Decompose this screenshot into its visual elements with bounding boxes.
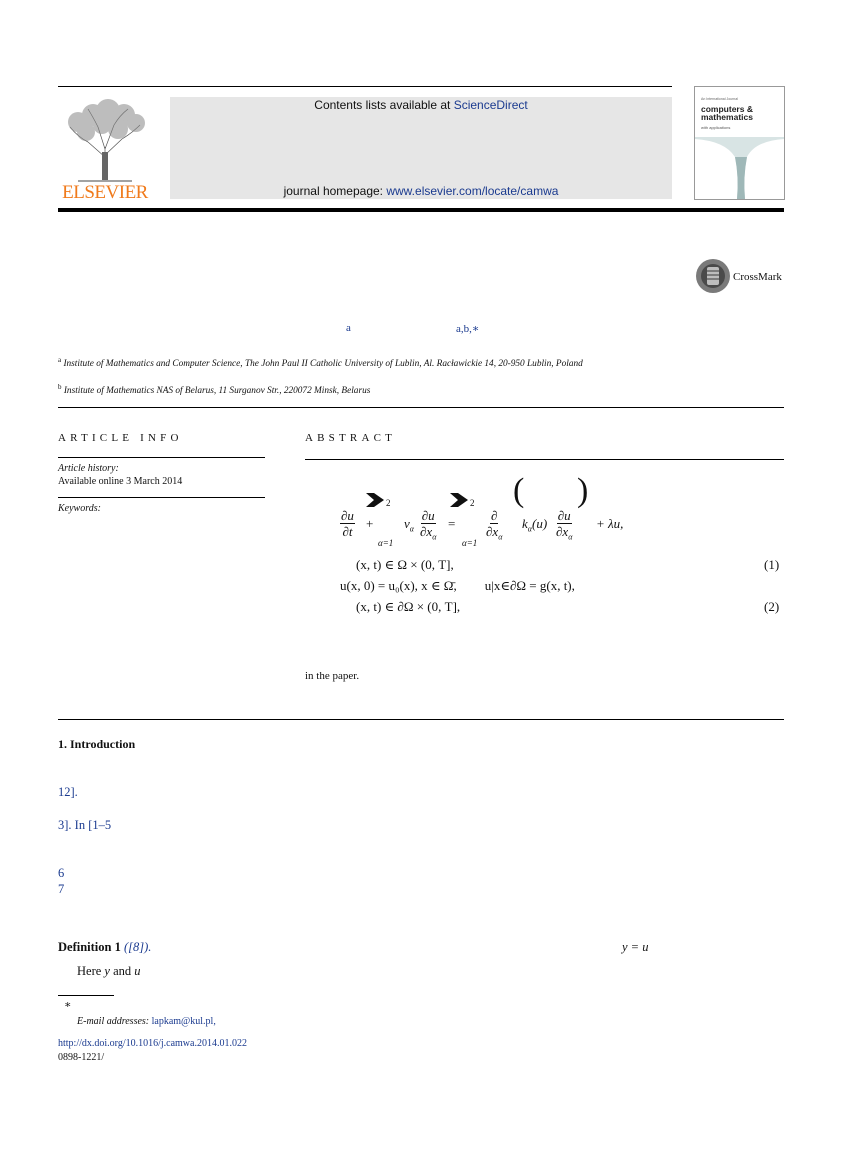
email-link[interactable]: lapkam@kul.pl, [151, 1016, 216, 1027]
equation-1-number: (1) [764, 557, 780, 572]
footnote-rule [58, 995, 114, 996]
cover-title [701, 105, 753, 121]
article-info-rule [58, 457, 265, 458]
homepage-line [170, 184, 672, 198]
sum-symbol-icon [364, 492, 388, 508]
affiliation-text: Institute of Mathematics and Computer Science, The John Paul II Catholic University of Lublin, Al. Racławickie 14, 20-950 Lublin, Poland [63, 359, 583, 370]
author-affiliation-mark[interactable]: a,b,∗ [456, 323, 480, 335]
coef-v: $v_\alpha$ [404, 516, 414, 534]
issn: 0898-1221/ [58, 1052, 105, 1063]
sum-upper: 2 [470, 498, 475, 508]
var-u: u [134, 964, 141, 978]
citation-link[interactable]: 6 [58, 866, 65, 880]
big-paren-right: ) [577, 472, 589, 509]
citation-link[interactable]: 12]. [58, 785, 78, 799]
affiliation-sup: b [58, 383, 62, 391]
citation-line [58, 818, 111, 833]
definition-citation[interactable]: ([8]). [123, 940, 152, 954]
sum-symbol-icon [448, 492, 472, 508]
cover-kicker: An International Journal [701, 97, 738, 101]
journal-cover-thumbnail [694, 86, 785, 200]
article-info-heading: ARTICLE INFO [58, 432, 183, 444]
abstract-tail-text: in the paper. [305, 670, 360, 682]
homepage-prefix: journal homepage: [283, 184, 387, 198]
history-value: Available online 3 March 2014 [58, 476, 183, 487]
email-label: E-mail addresses: [77, 1016, 152, 1027]
abstract-heading: ABSTRACT [305, 432, 397, 444]
definition-1 [58, 940, 151, 955]
equation-2-number: (2) [764, 599, 780, 614]
affiliation-sup: a [58, 356, 62, 364]
big-paren-left: ( [513, 472, 525, 509]
affiliation-rule [58, 407, 784, 408]
text: and [109, 964, 135, 978]
keywords-label: Keywords: [58, 503, 101, 514]
cover-subtitle: with applications [701, 125, 731, 130]
sum-upper: 2 [386, 498, 391, 508]
crossmark-icon[interactable] [695, 258, 731, 294]
sum-lower: α=1 [378, 538, 394, 548]
history-rule [58, 497, 265, 498]
abstract-end-rule [58, 719, 784, 720]
fraction-du-dx: $\frac{\partial u}{\partial x_\alpha}$ [420, 508, 437, 542]
fraction-d-dx: ∂ $\partial x_\alpha$ [486, 508, 503, 542]
definition-label: Definition 1 [58, 940, 121, 954]
sum-lower: α=1 [462, 538, 478, 548]
definition-equation: y = u [622, 940, 649, 954]
doi-link[interactable]: http://dx.doi.org/10.1016/j.camwa.2014.01.022 [58, 1038, 247, 1049]
affiliation-b [58, 381, 698, 397]
text: Here [77, 964, 105, 978]
sciencedirect-link[interactable]: ScienceDirect [453, 98, 528, 112]
history-label: Article history: [58, 463, 119, 474]
footnote-email [77, 1016, 216, 1027]
contents-prefix: Contents lists available at [314, 98, 454, 112]
equation-1-condition: (x, t) ∈ Ω × (0, T], [356, 557, 454, 572]
cover-wave-graphic [695, 137, 784, 199]
equation-2 [340, 578, 575, 594]
citation-link[interactable]: 7 [58, 882, 65, 896]
contents-line [170, 98, 672, 112]
journal-homepage-link[interactable]: www.elsevier.com/locate/camwa [386, 184, 559, 198]
equation-2-left: u(x, 0) = u₀(x), x ∈ Ω̄, [340, 578, 457, 593]
cover-title-line: computers & [701, 104, 753, 114]
equation-2-condition: (x, t) ∈ ∂Ω × (0, T], [356, 599, 461, 614]
affiliation-a [58, 354, 698, 370]
footnote-star: ∗ [64, 999, 72, 1011]
plus-sign: + [366, 516, 374, 531]
author-affiliation-mark[interactable]: a [346, 322, 351, 334]
header-bottom-rule [58, 208, 784, 212]
header-top-rule [58, 86, 672, 87]
here-line [77, 964, 141, 979]
fraction-du-dx: $\frac{\partial u}{\partial x_\alpha}$ [556, 508, 573, 542]
equation-2-right: u|x∈∂Ω = g(x, t), [484, 578, 575, 593]
affiliation-text: Institute of Mathematics NAS of Belarus, 11 Surganov Str., 220072 Minsk, Belarus [63, 386, 371, 397]
fraction-du-dt: $\frac{\partial u}{\partial t}$ [341, 508, 354, 539]
k-alpha: $k_\alpha(u)$ [522, 516, 548, 534]
citation-link[interactable]: 1–5 [92, 818, 112, 832]
abstract-rule [305, 459, 784, 460]
equals-sign: = [448, 516, 456, 531]
equation-1 [340, 498, 640, 556]
lambda-u: + λu, [596, 516, 624, 531]
cover-title-line: mathematics [701, 112, 753, 122]
var-y: y [104, 964, 110, 978]
citation-link[interactable]: 3]. In [ [58, 818, 93, 832]
elsevier-wordmark: ELSEVIER [62, 182, 148, 203]
crossmark-label[interactable]: CrossMark [733, 271, 782, 283]
introduction-heading: 1. Introduction [58, 737, 136, 751]
